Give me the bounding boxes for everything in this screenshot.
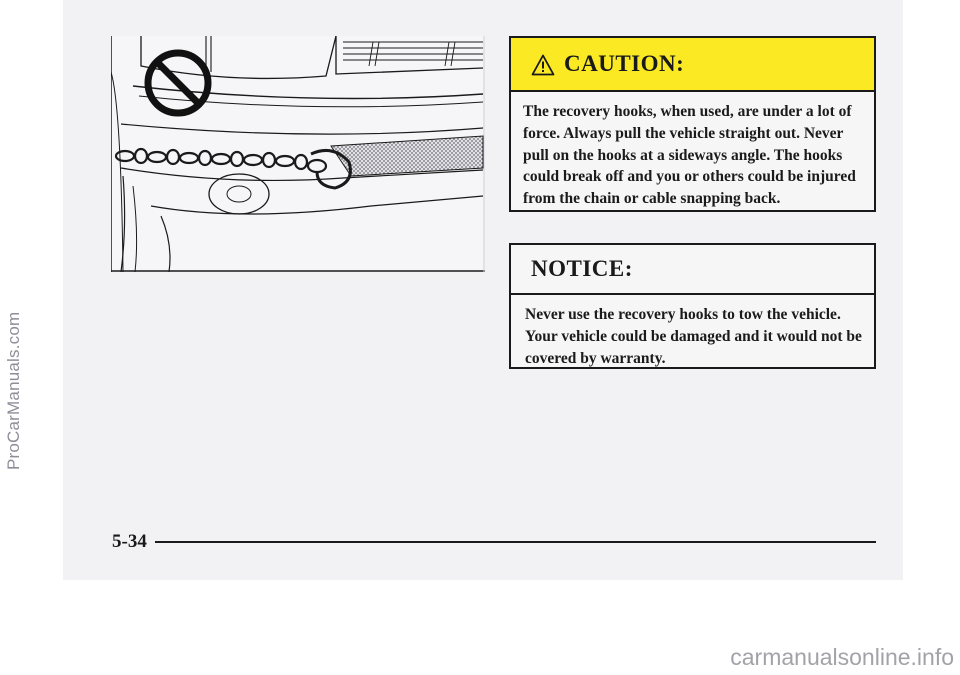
notice-box bbox=[509, 243, 876, 369]
warning-triangle-icon bbox=[531, 54, 555, 76]
bottom-watermark: carmanualsonline.info bbox=[730, 644, 954, 670]
recovery-hook-illustration bbox=[111, 36, 485, 272]
side-watermark: ProCarManuals.com bbox=[4, 311, 23, 470]
notice-title: NOTICE: bbox=[531, 256, 633, 281]
prohibited-sign-icon bbox=[143, 48, 213, 118]
caution-text: The recovery hooks, when used, are under a lot of force. Always pull the vehicle straight out. Never pull on the hooks at a sideways angle. The hooks could break off and you or others could be injured from the chain or cable snapping back. bbox=[523, 103, 856, 208]
notice-text: Never use the recovery hooks to tow the vehicle. Your vehicle could be damaged and it would not be covered by warranty. bbox=[525, 306, 862, 367]
footer-rule bbox=[155, 541, 876, 543]
caution-box bbox=[509, 36, 876, 212]
caution-header bbox=[511, 38, 874, 92]
page-footer bbox=[112, 527, 876, 557]
notice-header bbox=[511, 245, 874, 295]
page-number: 5-34 bbox=[112, 531, 147, 552]
caution-title: CAUTION: bbox=[564, 51, 685, 76]
